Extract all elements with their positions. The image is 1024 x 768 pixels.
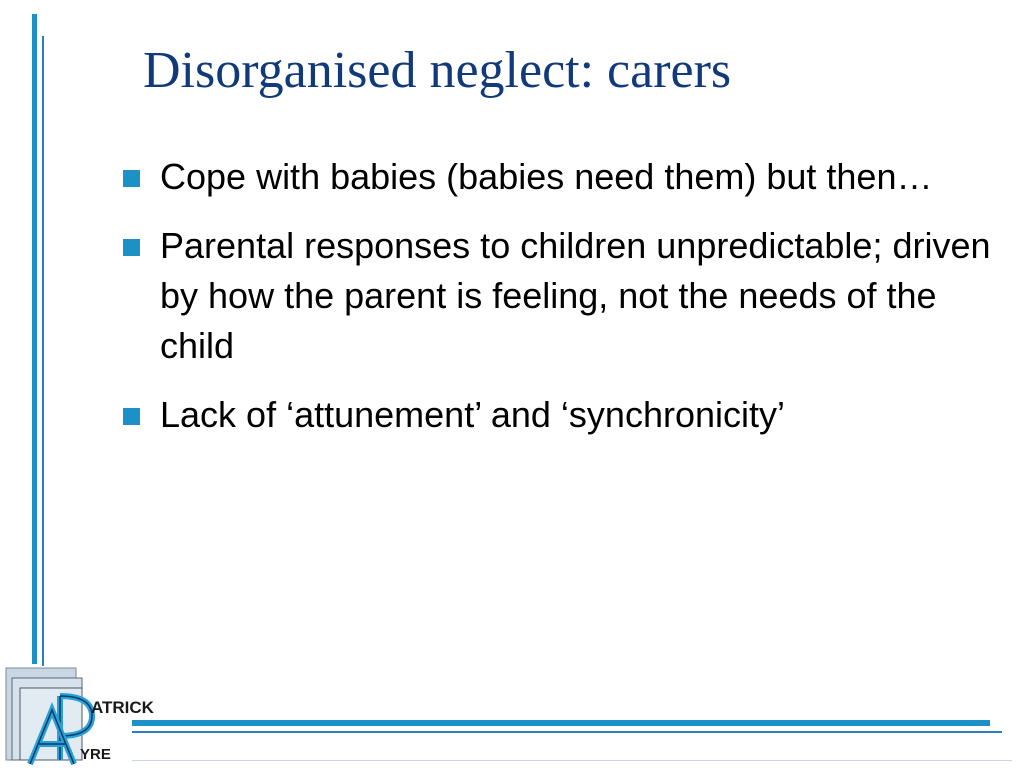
bullet-list [118,152,998,459]
frame-vertical-line-outer [32,14,37,664]
logo-text-bottom: YRE [80,746,111,763]
frame-horizontal-line-thin [132,731,1002,733]
square-bullet-icon [123,408,140,425]
bullet-text: Lack of ‘attunement’ and ‘synchronicity’ [160,394,785,435]
frame-horizontal-line-thick [132,720,990,726]
frame-vertical-line-inner [42,36,44,666]
square-bullet-icon [123,239,140,256]
bullet-text: Cope with babies (babies need them) but then… [160,156,933,197]
patrick-ayre-logo [0,660,154,768]
square-bullet-icon [123,170,140,187]
bullet-item [118,152,998,202]
frame-horizontal-line-bottom [132,760,1012,761]
slide-title: Disorganised neglect: carers [143,42,732,99]
bullet-item [118,390,998,440]
logo-text-top: ATRICK [91,698,154,717]
bullet-item [118,221,998,371]
bullet-text: Parental responses to children unpredictable; driven by how the parent is feeling, not the needs of the child [160,225,991,366]
